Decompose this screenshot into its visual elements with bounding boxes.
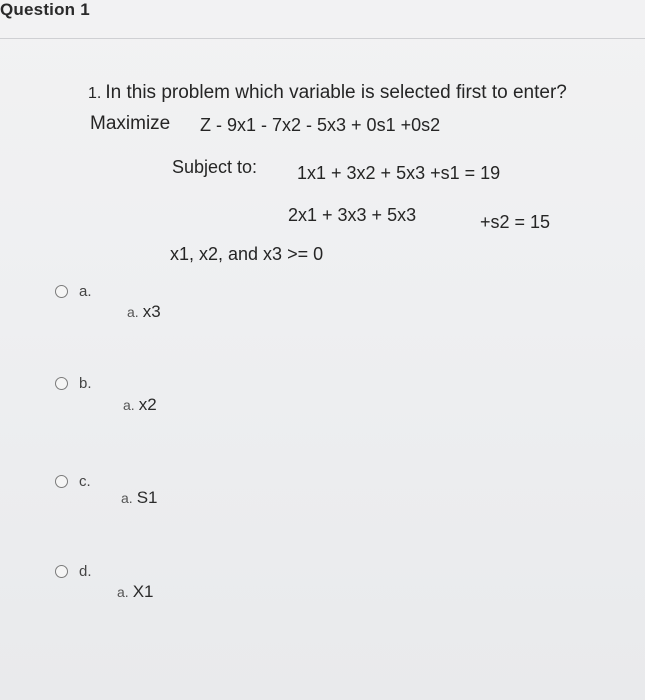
option-c-letter: c. (79, 472, 91, 490)
option-b-answer (123, 395, 157, 415)
constraint-2-rhs: +s2 = 15 (480, 212, 551, 232)
option-c[interactable] (55, 472, 91, 490)
option-c-value: S1 (136, 488, 158, 507)
option-c-prefix: a. (121, 490, 133, 506)
non-negativity: x1, x2, and x3 >= 0 (170, 244, 324, 264)
option-a[interactable] (55, 282, 92, 300)
option-b-prefix: a. (123, 397, 135, 413)
question-header (0, 0, 645, 39)
objective-label: Maximize (90, 113, 171, 134)
question-prompt-text: In this problem which variable is selected first to enter? (105, 82, 567, 103)
objective-function: Z - 9x1 - 7x2 - 5x3 + 0s1 +0s2 (200, 115, 441, 135)
option-a-prefix: a. (127, 304, 139, 320)
radio-c-icon[interactable] (55, 475, 68, 488)
option-a-value: x3 (142, 302, 161, 321)
constraint-2-lhs: 2x1 + 3x3 + 5x3 (288, 205, 417, 225)
option-d-answer (117, 582, 153, 602)
option-d-prefix: a. (117, 584, 129, 600)
option-a-answer (127, 302, 161, 322)
question-number: 1. (88, 85, 102, 102)
option-d-value: X1 (132, 582, 154, 601)
option-d-letter: d. (79, 562, 92, 580)
option-b-value: x2 (138, 395, 157, 414)
radio-a-icon[interactable] (55, 285, 68, 298)
option-d[interactable] (55, 562, 92, 580)
option-b-letter: b. (79, 374, 92, 392)
question-prompt (88, 82, 567, 104)
radio-b-icon[interactable] (55, 377, 68, 390)
constraint-1: 1x1 + 3x2 + 5x3 +s1 = 19 (297, 163, 501, 183)
option-c-answer (121, 488, 157, 508)
radio-d-icon[interactable] (55, 565, 68, 578)
question-title: Question 1 (0, 0, 90, 19)
option-a-letter: a. (79, 282, 92, 300)
subject-to-label: Subject to: (172, 157, 258, 177)
option-b[interactable] (55, 374, 92, 392)
